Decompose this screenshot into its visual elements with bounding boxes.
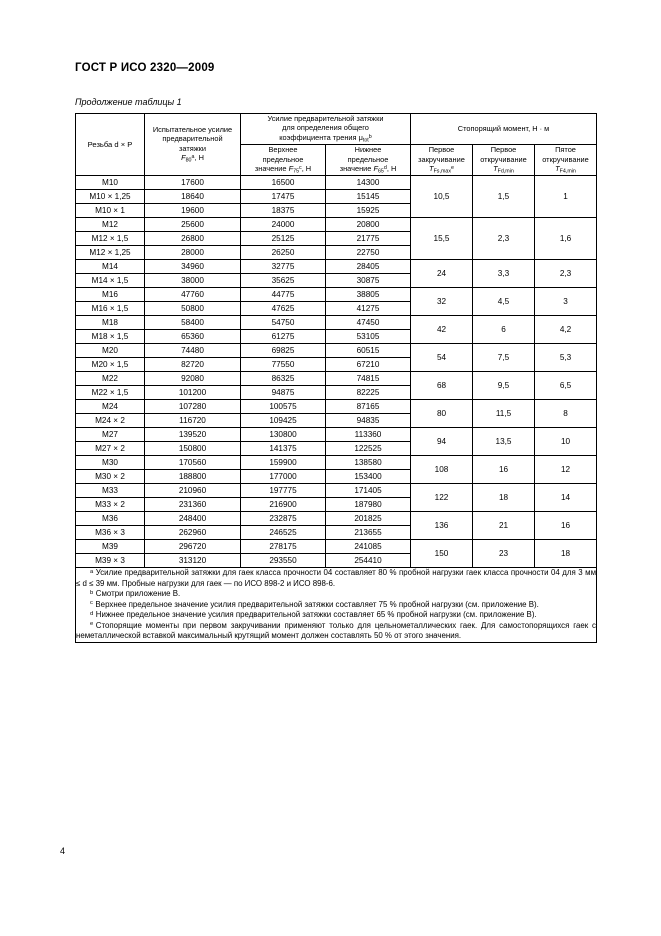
cell-lower-limit: 82225	[326, 386, 411, 400]
header-fifth-loosening	[535, 145, 597, 176]
header-first-loosen-line1: Первое	[490, 145, 517, 155]
note-text: Усилие предварительной затяжки для гаек класса прочности 04 составляет 80 % пробной нагрузки гаек класса прочности 04 для 3 мм ≤ d ≤ 39 мм. Пробные нагрузки для гаек — по ИСО 898-2 и ИСО 898-6.	[76, 568, 597, 588]
note-marker: a	[90, 568, 94, 575]
header-test-force-symbol-group	[181, 153, 204, 162]
cell-lower-limit: 67210	[326, 358, 411, 372]
cell-first-loosening: 4,5	[473, 288, 535, 316]
cell-thread: M27	[76, 428, 145, 442]
cell-lower-limit: 21775	[326, 232, 411, 246]
cell-fifth-loosening: 12	[535, 456, 597, 484]
header-fifth-loosen-symbol-group	[555, 164, 576, 173]
cell-upper-limit: 177000	[241, 470, 326, 484]
header-first-loosen-symbol-group	[493, 164, 514, 173]
header-test-force-symbol: F	[181, 153, 186, 163]
cell-thread: M27 × 2	[76, 442, 145, 456]
table-body	[76, 176, 597, 568]
header-test-force-sub: 80	[185, 157, 192, 164]
cell-upper-limit: 100575	[241, 400, 326, 414]
cell-upper-limit: 32775	[241, 260, 326, 274]
cell-first-loosening: 6	[473, 316, 535, 344]
table-notes	[76, 568, 597, 642]
header-upper-sup: c	[299, 164, 302, 171]
header-upper-symbol: F	[288, 164, 294, 174]
header-upper-unit: , Н	[301, 164, 312, 174]
cell-upper-limit: 130800	[241, 428, 326, 442]
table-row	[76, 456, 597, 470]
header-lower-sub: 65	[377, 168, 384, 175]
header-lower-line3-group	[340, 164, 397, 173]
cell-first-loosening: 3,3	[473, 260, 535, 288]
data-table	[75, 113, 597, 643]
cell-lower-limit: 20800	[326, 218, 411, 232]
table-note	[76, 568, 596, 588]
cell-test-force: 188800	[145, 470, 241, 484]
table-row	[76, 176, 597, 190]
cell-first-tightening: 80	[411, 400, 473, 428]
cell-upper-limit: 35625	[241, 274, 326, 288]
cell-first-tightening: 68	[411, 372, 473, 400]
header-first-tighten-symbol: T	[429, 164, 434, 174]
cell-fifth-loosening: 16	[535, 512, 597, 540]
header-lower-symbol: F	[373, 164, 378, 174]
cell-thread: M14	[76, 260, 145, 274]
cell-first-tightening: 24	[411, 260, 473, 288]
cell-first-loosening: 18	[473, 484, 535, 512]
cell-fifth-loosening: 1,6	[535, 218, 597, 260]
cell-fifth-loosening: 4,2	[535, 316, 597, 344]
cell-upper-limit: 246525	[241, 526, 326, 540]
cell-thread: M30	[76, 456, 145, 470]
cell-thread: M12	[76, 218, 145, 232]
table-head	[76, 114, 597, 176]
cell-lower-limit: 171405	[326, 484, 411, 498]
cell-test-force: 82720	[145, 358, 241, 372]
cell-test-force: 248400	[145, 512, 241, 526]
header-upper-line3-group	[255, 164, 311, 173]
cell-lower-limit: 60515	[326, 344, 411, 358]
note-text: Стопорящие моменты при первом закручивании применяют только для цельнометаллических гаек. Для самостопорящихся гаек с неметаллической вставкой максимальный крутящий момент должен составлять 50 % от этого значения.	[76, 621, 597, 641]
header-first-loosen-line2: откручивание	[480, 154, 527, 164]
header-upper-line1: Верхнее	[268, 145, 298, 155]
cell-thread: M12 × 1,5	[76, 232, 145, 246]
table-row	[76, 316, 597, 330]
cell-lower-limit: 138580	[326, 456, 411, 470]
cell-upper-limit: 26250	[241, 246, 326, 260]
cell-test-force: 116720	[145, 414, 241, 428]
cell-upper-limit: 54750	[241, 316, 326, 330]
cell-test-force: 28000	[145, 246, 241, 260]
cell-first-tightening: 136	[411, 512, 473, 540]
cell-fifth-loosening: 18	[535, 540, 597, 568]
cell-first-loosening: 7,5	[473, 344, 535, 372]
cell-first-loosening: 21	[473, 512, 535, 540]
header-preload-group-line3: коэффициента трения μ	[279, 132, 363, 142]
cell-lower-limit: 153400	[326, 470, 411, 484]
cell-first-tightening: 54	[411, 344, 473, 372]
table-note	[76, 600, 596, 610]
cell-lower-limit: 113360	[326, 428, 411, 442]
cell-fifth-loosening: 1	[535, 176, 597, 218]
cell-test-force: 50800	[145, 302, 241, 316]
standard-title: ГОСТ Р ИСО 2320—2009	[75, 62, 215, 74]
header-fifth-loosen-line2: откручивание	[542, 154, 589, 164]
cell-thread: M20 × 1,5	[76, 358, 145, 372]
cell-test-force: 139520	[145, 428, 241, 442]
cell-lower-limit: 15145	[326, 190, 411, 204]
header-preload-group	[241, 114, 411, 145]
cell-fifth-loosening: 2,3	[535, 260, 597, 288]
header-test-force-sup: a	[191, 154, 195, 161]
header-test-force-line1: Испытательное усилие	[152, 124, 233, 134]
cell-test-force: 34960	[145, 260, 241, 274]
cell-lower-limit: 254410	[326, 554, 411, 568]
cell-lower-limit: 94835	[326, 414, 411, 428]
cell-upper-limit: 86325	[241, 372, 326, 386]
table-row	[76, 400, 597, 414]
cell-thread: M18	[76, 316, 145, 330]
header-preload-group-sub: tot	[362, 137, 369, 144]
cell-test-force: 170560	[145, 456, 241, 470]
header-fifth-loosen-symbol: T	[555, 164, 560, 174]
cell-first-loosening: 23	[473, 540, 535, 568]
cell-upper-limit: 232875	[241, 512, 326, 526]
table-row	[76, 288, 597, 302]
cell-thread: M20	[76, 344, 145, 358]
cell-thread: M24 × 2	[76, 414, 145, 428]
cell-test-force: 92080	[145, 372, 241, 386]
cell-thread: M22 × 1,5	[76, 386, 145, 400]
cell-upper-limit: 18375	[241, 204, 326, 218]
cell-fifth-loosening: 6,5	[535, 372, 597, 400]
table-row	[76, 512, 597, 526]
cell-test-force: 107280	[145, 400, 241, 414]
cell-upper-limit: 159900	[241, 456, 326, 470]
cell-first-tightening: 42	[411, 316, 473, 344]
note-marker: d	[90, 610, 94, 617]
cell-upper-limit: 25125	[241, 232, 326, 246]
cell-thread: M10	[76, 176, 145, 190]
cell-first-tightening: 94	[411, 428, 473, 456]
cell-thread: M36 × 3	[76, 526, 145, 540]
header-lower-limit	[326, 145, 411, 176]
cell-upper-limit: 216900	[241, 498, 326, 512]
cell-first-loosening: 16	[473, 456, 535, 484]
cell-test-force: 231360	[145, 498, 241, 512]
cell-thread: M10 × 1,25	[76, 190, 145, 204]
cell-first-tightening: 150	[411, 540, 473, 568]
cell-lower-limit: 28405	[326, 260, 411, 274]
cell-test-force: 47760	[145, 288, 241, 302]
cell-test-force: 26800	[145, 232, 241, 246]
header-test-force	[145, 114, 241, 176]
header-upper-line2: предельное	[262, 154, 304, 164]
header-preload-group-sup: b	[368, 133, 372, 140]
cell-fifth-loosening: 8	[535, 400, 597, 428]
cell-upper-limit: 278175	[241, 540, 326, 554]
header-upper-line3: значение	[254, 164, 289, 174]
header-torque-group-label: Стопорящий момент, Н · м	[457, 124, 550, 134]
table-row	[76, 344, 597, 358]
note-text: Верхнее предельное значение усилия предварительной затяжки составляет 75 % пробной нагрузки (см. приложение В).	[95, 599, 539, 609]
table-row	[76, 540, 597, 554]
header-fifth-loosen-sub: F4,min	[559, 168, 576, 175]
note-marker: c	[90, 600, 93, 607]
cell-upper-limit: 61275	[241, 330, 326, 344]
cell-lower-limit: 187980	[326, 498, 411, 512]
note-text: Смотри приложение В.	[95, 589, 181, 599]
header-first-tighten-line2: закручивание	[418, 154, 465, 164]
table-row	[76, 372, 597, 386]
header-first-tighten-sub: Fs,max	[433, 168, 451, 175]
cell-lower-limit: 241085	[326, 540, 411, 554]
table-row	[76, 260, 597, 274]
header-thread-label: Резьба d × P	[87, 139, 133, 149]
table-note	[76, 621, 596, 641]
header-upper-limit	[241, 145, 326, 176]
cell-thread: M22	[76, 372, 145, 386]
cell-test-force: 58400	[145, 316, 241, 330]
cell-upper-limit: 44775	[241, 288, 326, 302]
cell-lower-limit: 122525	[326, 442, 411, 456]
cell-upper-limit: 94875	[241, 386, 326, 400]
cell-thread: M14 × 1,5	[76, 274, 145, 288]
cell-test-force: 18640	[145, 190, 241, 204]
note-marker: b	[90, 589, 94, 596]
header-test-force-line2: предварительной	[162, 134, 223, 144]
table-row	[76, 484, 597, 498]
cell-lower-limit: 213655	[326, 526, 411, 540]
header-fifth-loosen-line1: Пятое	[555, 145, 576, 155]
cell-test-force: 38000	[145, 274, 241, 288]
cell-lower-limit: 14300	[326, 176, 411, 190]
cell-lower-limit: 74815	[326, 372, 411, 386]
header-lower-line3: значение	[339, 164, 374, 174]
cell-first-loosening: 9,5	[473, 372, 535, 400]
cell-lower-limit: 47450	[326, 316, 411, 330]
header-first-loosen-symbol: T	[493, 164, 498, 174]
cell-upper-limit: 293550	[241, 554, 326, 568]
header-preload-group-line1: Усилие предварительной затяжки	[267, 114, 384, 123]
notes-row	[76, 568, 597, 642]
cell-test-force: 65360	[145, 330, 241, 344]
cell-lower-limit: 201825	[326, 512, 411, 526]
cell-thread: M33	[76, 484, 145, 498]
header-torque-group	[411, 114, 597, 145]
table-row	[76, 428, 597, 442]
cell-fifth-loosening: 10	[535, 428, 597, 456]
cell-first-tightening: 32	[411, 288, 473, 316]
cell-first-loosening: 11,5	[473, 400, 535, 428]
header-first-tightening	[411, 145, 473, 176]
cell-test-force: 210960	[145, 484, 241, 498]
cell-test-force: 296720	[145, 540, 241, 554]
cell-lower-limit: 30875	[326, 274, 411, 288]
cell-upper-limit: 17475	[241, 190, 326, 204]
table-caption: Продолжение таблицы 1	[75, 97, 182, 107]
cell-fifth-loosening: 14	[535, 484, 597, 512]
cell-thread: M39 × 3	[76, 554, 145, 568]
header-first-tighten-line1: Первое	[428, 145, 455, 155]
note-text: Нижнее предельное значение усилия предварительной затяжки составляет 65 % пробной нагрузки (см. приложение В).	[95, 610, 537, 620]
cell-upper-limit: 24000	[241, 218, 326, 232]
table-row	[76, 218, 597, 232]
header-lower-sup: d	[383, 164, 387, 171]
cell-first-tightening: 108	[411, 456, 473, 484]
header-preload-group-line3-group	[279, 133, 372, 142]
cell-thread: M30 × 2	[76, 470, 145, 484]
header-test-force-unit: , Н	[194, 153, 204, 163]
header-first-tighten-symbol-group	[429, 164, 454, 173]
cell-test-force: 17600	[145, 176, 241, 190]
cell-first-loosening: 1,5	[473, 176, 535, 218]
header-first-loosening	[473, 145, 535, 176]
cell-upper-limit: 16500	[241, 176, 326, 190]
cell-thread: M16 × 1,5	[76, 302, 145, 316]
cell-thread: M33 × 2	[76, 498, 145, 512]
cell-fifth-loosening: 5,3	[535, 344, 597, 372]
cell-thread: M36	[76, 512, 145, 526]
cell-test-force: 19600	[145, 204, 241, 218]
cell-lower-limit: 15925	[326, 204, 411, 218]
header-thread	[76, 114, 145, 176]
header-upper-sub: 75	[293, 168, 300, 175]
header-first-tighten-sup: e	[450, 164, 454, 171]
cell-first-tightening: 122	[411, 484, 473, 512]
header-row-1	[76, 114, 597, 145]
cell-test-force: 150800	[145, 442, 241, 456]
cell-thread: M24	[76, 400, 145, 414]
cell-thread: M10 × 1	[76, 204, 145, 218]
cell-test-force: 101200	[145, 386, 241, 400]
header-preload-group-line2: для определения общего	[282, 123, 369, 133]
cell-first-tightening: 10,5	[411, 176, 473, 218]
cell-lower-limit: 87165	[326, 400, 411, 414]
cell-upper-limit: 77550	[241, 358, 326, 372]
cell-upper-limit: 197775	[241, 484, 326, 498]
table-foot	[76, 568, 597, 642]
cell-upper-limit: 109425	[241, 414, 326, 428]
cell-test-force: 313120	[145, 554, 241, 568]
cell-thread: M12 × 1,25	[76, 246, 145, 260]
header-first-loosen-sub: Fd,min	[497, 168, 514, 175]
header-test-force-line3: затяжки	[178, 143, 207, 153]
page-number: 4	[60, 846, 66, 856]
cell-first-loosening: 2,3	[473, 218, 535, 260]
cell-test-force: 25600	[145, 218, 241, 232]
cell-first-loosening: 13,5	[473, 428, 535, 456]
cell-upper-limit: 69825	[241, 344, 326, 358]
header-lower-line2: предельное	[347, 154, 389, 164]
cell-test-force: 74480	[145, 344, 241, 358]
cell-thread: M16	[76, 288, 145, 302]
cell-first-tightening: 15,5	[411, 218, 473, 260]
table-note	[76, 589, 596, 599]
note-marker: e	[90, 621, 94, 628]
cell-upper-limit: 47625	[241, 302, 326, 316]
cell-thread: M18 × 1,5	[76, 330, 145, 344]
cell-lower-limit: 53105	[326, 330, 411, 344]
cell-fifth-loosening: 3	[535, 288, 597, 316]
cell-test-force: 262960	[145, 526, 241, 540]
cell-lower-limit: 38805	[326, 288, 411, 302]
cell-lower-limit: 41275	[326, 302, 411, 316]
cell-lower-limit: 22750	[326, 246, 411, 260]
header-lower-unit: , Н	[386, 164, 397, 174]
table-note	[76, 610, 596, 620]
cell-thread: M39	[76, 540, 145, 554]
header-lower-line1: Нижнее	[354, 145, 382, 155]
cell-upper-limit: 141375	[241, 442, 326, 456]
